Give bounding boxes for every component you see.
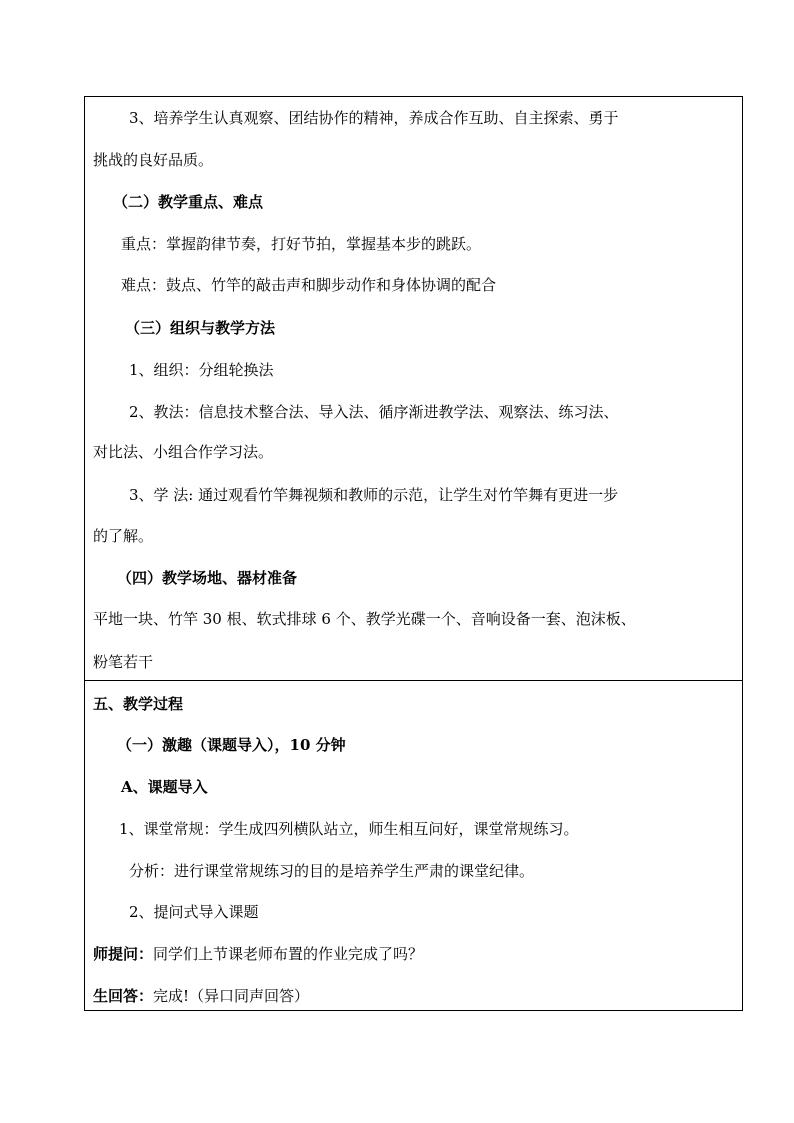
teaching-process-heading: 五、教学过程 (93, 695, 184, 713)
row-divider (85, 680, 742, 681)
method-3-line-1: 3、学 法: 通过观看竹竿舞视频和教师的示范，让学生对竹竿舞有更进一步 (129, 486, 619, 504)
item-2: 2、提问式导入课题 (129, 903, 259, 921)
method-heading: （三）组织与教学方法 (125, 319, 276, 337)
goal-3-line-1: 3、培养学生认真观察、团结协作的精神，养成合作互助、自主探索、勇于 (129, 109, 619, 127)
part-1-heading: （一）激趣（课题导入），10 分钟 (117, 736, 346, 754)
equipment-heading: （四）教学场地、器材准备 (117, 569, 298, 587)
sub-a-heading: A、课题导入 (121, 778, 208, 796)
equipment-line-1: 平地一块、竹竿 30 根、软式排球 6 个、教学光碟一个、音响设备一套、泡沫板、 (93, 610, 636, 628)
key-points-heading: （二）教学重点、难点 (113, 193, 264, 211)
student-text: 完成!（异口同声回答） (153, 987, 310, 1005)
equipment-line-2: 粉笔若干 (93, 653, 154, 671)
analysis: 分析：进行课堂常规练习的目的是培养学生严肃的课堂纪律。 (129, 862, 535, 880)
student-answer (93, 986, 309, 1006)
item-1: 1、课堂常规：学生成四列横队站立，师生相互问好，课堂常规练习。 (119, 820, 579, 838)
lesson-plan-table (84, 96, 743, 1011)
student-label: 生回答： (93, 987, 154, 1005)
method-2-line-2: 对比法、小组合作学习法。 (93, 443, 274, 461)
method-3-line-2: 的了解。 (93, 527, 154, 545)
method-2-line-1: 2、教法：信息技术整合法、导入法、循序渐进教学法、观察法、练习法、 (129, 403, 619, 421)
method-1: 1、组织：分组轮换法 (129, 361, 274, 379)
goal-3-line-2: 挑战的良好品质。 (93, 151, 214, 169)
teacher-question (93, 944, 423, 964)
difficulty: 难点：鼓点、竹竿的敲击声和脚步动作和身体协调的配合 (121, 276, 497, 294)
teacher-label: 师提问： (93, 945, 154, 963)
teacher-text: 同学们上节课老师布置的作业完成了吗？ (153, 945, 424, 963)
key-point: 重点：掌握韵律节奏，打好节拍，掌握基本步的跳跃。 (121, 235, 482, 253)
